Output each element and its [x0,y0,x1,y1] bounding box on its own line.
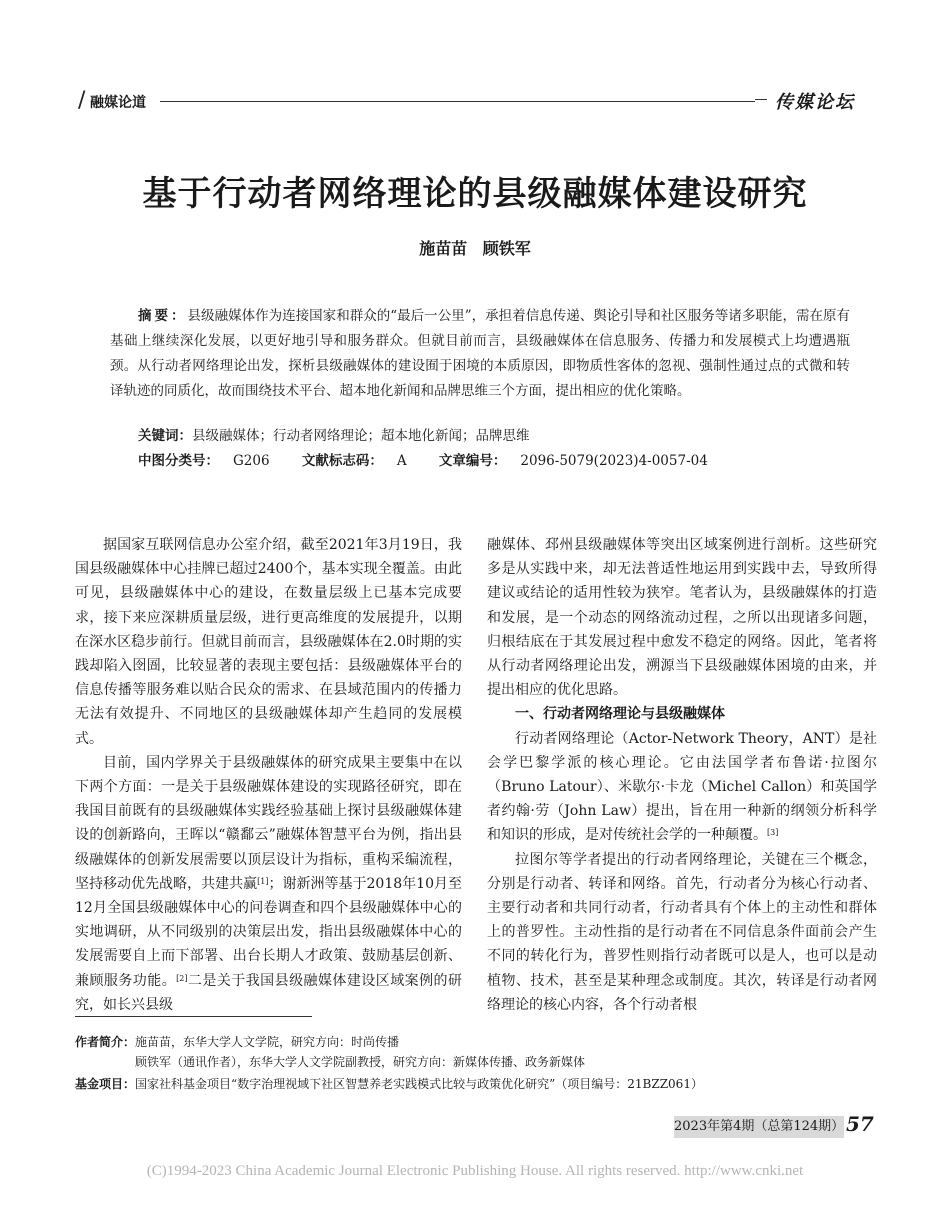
doc-code-label: 文献标志码： [301,453,383,469]
author-note-label: 作者简介： [75,1035,136,1049]
header-rule [160,101,755,102]
section-heading: 一、行动者网络理论与县级融媒体 [515,706,725,723]
keywords-text: 县级融媒体；行动者网络理论；超本地化新闻；品牌思维 [192,428,530,444]
keywords-label: 关键词： [138,428,192,444]
page-number: 57 [846,1112,874,1136]
header-slash: / [78,88,86,113]
keywords [138,424,530,444]
issue-info: 2023年第4期（总第124期） [674,1116,844,1138]
article-number-label: 文章编号： [438,453,507,469]
article-authors: 施苗苗 顾铁军 [419,239,531,258]
doc-code-value: A [396,453,407,469]
author-note-2: 顾铁军（通讯作者），东华大学人文学院副教授，研究方向：新媒体传播、政务新媒体 [135,1055,586,1069]
citation: [2] [176,973,188,983]
header-brand: 传媒论坛 [775,92,855,113]
clc-value: G206 [233,453,270,469]
article-number-value: 2096-5079(2023)4-0057-04 [520,453,708,469]
abstract-text: 县级融媒体作为连接国家和群众的“最后一公里”，承担着信息传递、舆论引导和社区服务等诸多职能，需在原有基础上继续深化发展，以更好地引导和服务群众。但就目前而言，县级融媒体在信息服务、传播力和发展模式上均遭遇瓶颈。从行动者网络理论出发，探析县级融媒体的建设囿于困境的本质原因，即物质性客体的忽视、强制性通过点的式微和转译轨迹的同质化，故而围绕技术平台、超本地化新闻和品牌思维三个方面，提出相应的优化策略。 [110,308,850,399]
body-left-column [75,533,462,1017]
clc-label: 中图分类号： [138,453,219,469]
copyright-watermark: (C)1994-2023 China Academic Journal Electronic Publishing House. All rights reserved. http://www.cnki.net [146,1163,804,1179]
body-paragraph: 拉图尔等学者提出的行动者网络理论，关键在三个概念，分别是行动者、转译和网络。首先，行动者分为核心行动者、主要行动者和共同行动者，行动者具有个体上的主动性和群体上的普罗性。主动性指的是行动者在不同信息条件面前会产生不同的转化行为，普罗性则指行动者既可以是人，也可以是动植物、技术，甚至是某种理念或制度。其次，转译是行动者网络理论的核心内容，各个行动者根 [487,851,877,1013]
body-right-column [487,533,877,1017]
citation: [3] [767,828,779,838]
body-paragraph: 目前，国内学界关于县级融媒体的研究成果主要集中在以下两个方面：一是关于县级融媒体建设的实现路径研究，即在我国目前既有的县级融媒体实践经验基础上探讨县级融媒体建设的创新路向，王晖以“赣鄱云”融媒体智慧平台为例，指出县级融媒体的创新发展需要以顶层设计为指标，重构采编流程，坚持移动优先战略，共建共赢[1]；谢新洲等基于2018年10月至12月全国县级融媒体中心的问卷调查和四个县级融媒体中心的实地调研，从不同级别的决策层出发，指出县级融媒体中心的发展需要自上而下部署、出台长期人才政策、鼓励基层创新、兼顾服务功能。[2]二是关于我国县级融媒体建设区域案例的研究，如长兴县级 [75,754,463,1013]
fund-note: 基金项目：国家社科基金项目“数字治理视域下社区智慧养老实践模式比较与政策优化研究”（项目编号：21BZZ061） [75,1077,703,1091]
abstract-label: 摘要： [138,308,188,324]
header-rule-end [755,99,767,100]
header-section: 融媒论道 [90,95,146,111]
fund-label: 基金项目： [75,1077,136,1091]
abstract [110,304,850,404]
classification [138,449,736,469]
footnote-rule [75,1016,312,1017]
body-paragraph: 行动者网络理论（Actor-Network Theory，ANT）是社会学巴黎学派的核心理论。它由法国学者布鲁诺·拉图尔（Bruno Latour）、米歇尔·卡龙（Michel Callon）和英国学者约翰·劳（John Law）提出，旨在用一种新的纲领分析科学和知识的形成，是对传统社会学的一种颠覆。[3] [487,730,877,844]
article-title: 基于行动者网络理论的县级融媒体建设研究 [142,174,808,214]
body-paragraph: 据国家互联网信息办公室介绍，截至2021年3月19日，我国县级融媒体中心挂牌已超过2400个，基本实现全覆盖。由此可见，县级融媒体中心的建设，在数量层级上已基本完成要求，接下来应深耕质量层级，进行更高维度的发展提升，以期在深水区稳步前行。但就目前而言，县级融媒体在2.0时期的实践却陷入囹圄，比较显著的表现主要包括：县级融媒体平台的信息传播等服务难以贴合民众的需求、在县域范围内的传播力无法有效提升、不同地区的县级融媒体却产生趋同的发展模式。 [75,537,462,747]
author-note: 作者简介：施苗苗，东华大学人文学院，研究方向：时尚传播 [75,1035,400,1049]
citation: [1] [257,876,269,886]
body-paragraph: 融媒体、邳州县级融媒体等突出区域案例进行剖析。这些研究多是从实践中来，却无法普适性地运用到实践中去，导致所得建议或结论的适用性较为狭窄。笔者认为，县级融媒体的打造和发展，是一个动态的网络流动过程，之所以出现诸多问题，归根结底在于其发展过程中愈发不稳定的网络。因此，笔者将从行动者网络理论出发，溯源当下县级融媒体困境的由来，并提出相应的优化思路。 [487,537,877,699]
